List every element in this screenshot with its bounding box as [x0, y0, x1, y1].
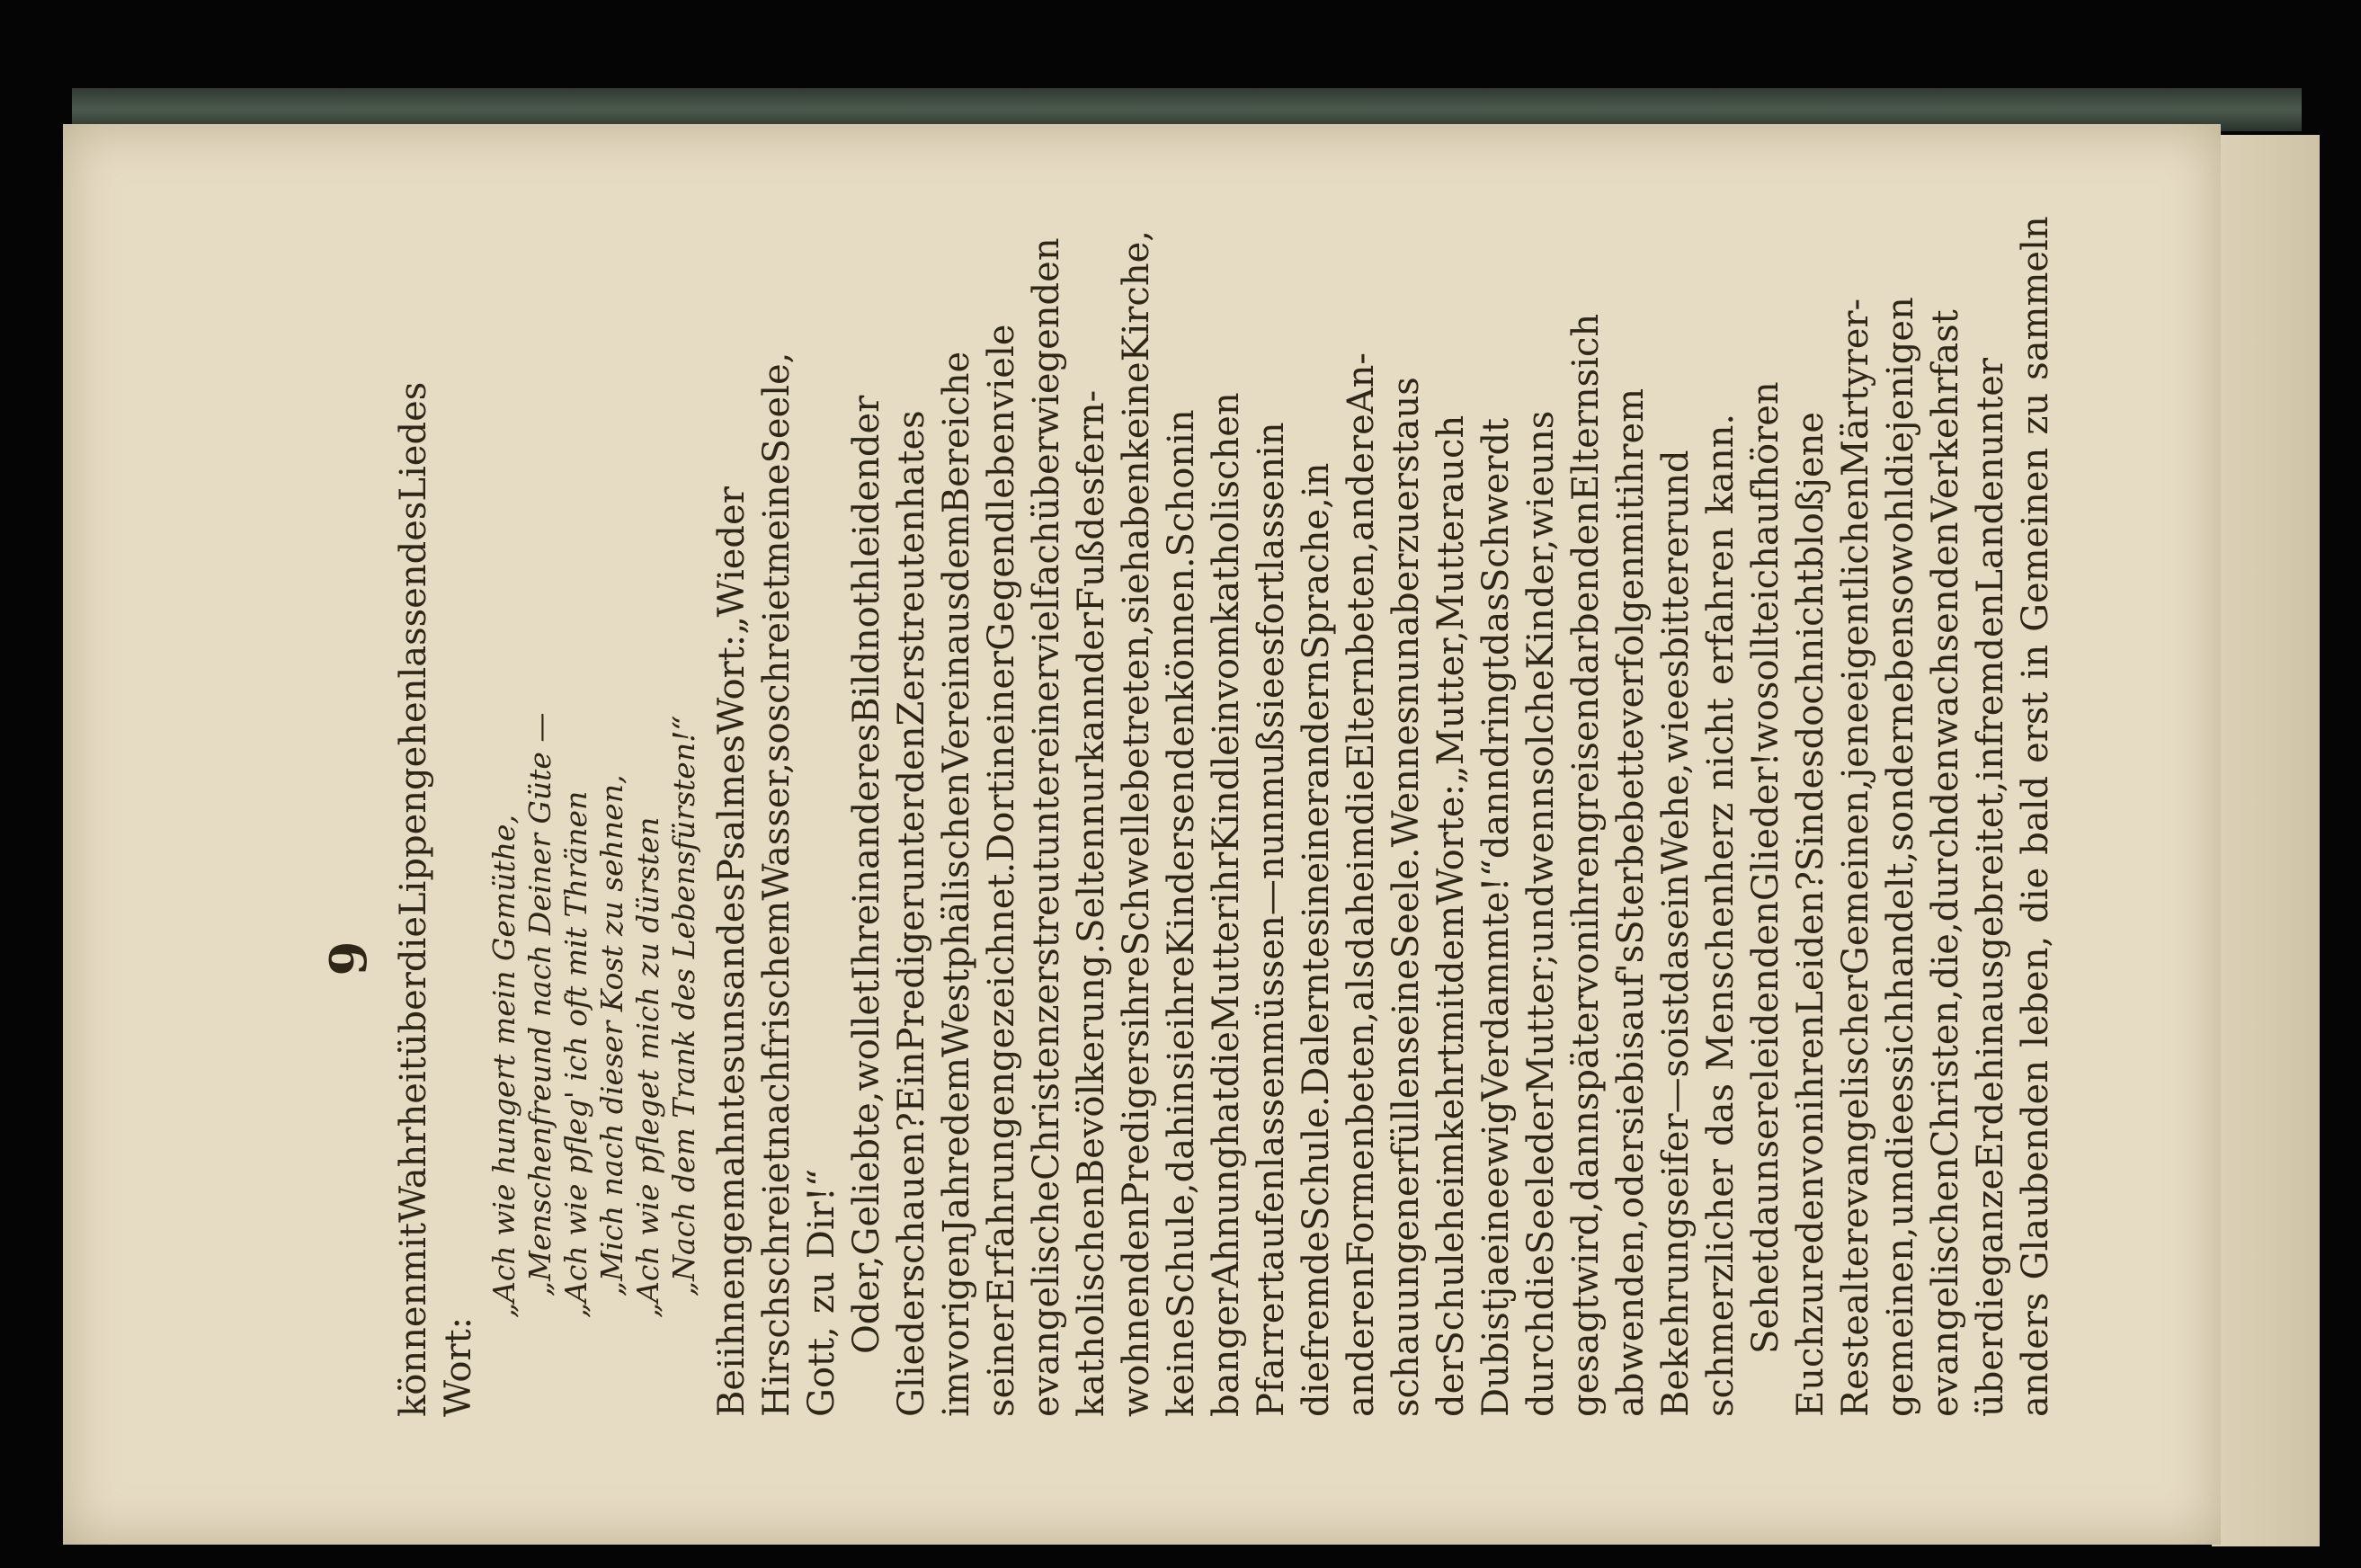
text-line: Du bist ja eine ewig Verdammte!“ dann dringt das Schwerdt: [1475, 417, 1517, 1417]
text-line: schmerzlicher das Menschenherz nicht erfahren kann.: [1700, 413, 1742, 1417]
text-line: Reste alter evangelischer Gemeinen, jene eigentlichen Märtyrer-: [1835, 298, 1876, 1417]
hymn-quote: [486, 500, 702, 1318]
text-line: evangelischen Christen, die, durch den wachsenden Verkehr fast: [1925, 309, 1966, 1417]
poem-line: „Ach wie pfleg' ich oft mit Thränen: [558, 790, 593, 1318]
text-line: Wort:: [438, 1316, 479, 1417]
text-line: Sehet da unsere leidenden Glieder! wo sollte ich aufhören: [1745, 381, 1786, 1354]
text-line: gesagt wird, dann später von ihren greisen darbenden Eltern sich: [1565, 313, 1607, 1417]
text-line: Hirsch schreiet nach frischem Wasser, so schreiet meine Seele,: [756, 352, 797, 1417]
text-line: der Schule heimkehrt mit dem Worte: „Mutter, Mutter auch: [1430, 414, 1472, 1417]
paragraph-suffering-members: [1743, 216, 2058, 1417]
poem-line: „Menschenfreund nach Deiner Güte —: [522, 712, 557, 1296]
rotated-text-block: [319, 216, 2081, 1417]
text-line: im vorigen Jahre dem Westphälischen Verein aus dem Bereiche: [936, 351, 977, 1417]
text-line: anders Glaubenden leben, die bald erst in Gemeinen zu sammeln: [2015, 216, 2056, 1417]
text-line: evangelische Christen zerstreut unter einer vielfach überwiegenden: [1026, 237, 1067, 1417]
book-page: [63, 124, 2221, 1545]
text-line: können mit Wahrheit über die Lippen gehen lassen des Liedes: [393, 381, 434, 1417]
text-line: Bei ihnen gemahnt es uns an des Psalmes Wort: „Wie der: [711, 486, 753, 1417]
text-line: Euch zu reden von ihren Leiden? Sind es doch nicht bloß jene: [1790, 411, 1831, 1417]
text-line: Oder, Geliebte, wollet Ihr ein anderes Bild nothleidender: [846, 395, 887, 1354]
text-line: gemeinen, um die es sich handelt, sondern eben so wohl diejenigen: [1880, 297, 1921, 1417]
poem-line: „Mich nach dieser Kost zu sehnen,: [594, 774, 629, 1296]
text-line: banger Ahnung hat die Mutter ihr Kindlein vom katholischen: [1206, 392, 1247, 1417]
text-line: anderen Formen beten, als daheim die Eltern beten, andere An-: [1341, 352, 1382, 1417]
poem-line: „Ach wie pfleget mich zu dürsten: [630, 816, 665, 1318]
text-line: Glieder schauen? Ein Prediger unter den Zerstreuten hat es: [891, 410, 932, 1417]
next-page-edge: [2212, 135, 2320, 1546]
page-number: 9: [319, 940, 379, 976]
poem-line: „Nach dem Trank des Lebensfürsten!“: [666, 715, 701, 1296]
text-line: Gott, zu Dir!“: [801, 1168, 842, 1417]
opening-lines: [391, 381, 481, 1417]
text-line: durch die Seele der Mutter; und wenn solche Kinder, wie uns: [1520, 410, 1562, 1417]
text-line: Bekehrungseifer — so ist das ein Wehe, wie es bitterer und: [1655, 450, 1697, 1417]
text-line: die fremde Schule. Da lernt es in einer andern Sprache, in: [1296, 462, 1337, 1417]
text-line: Pfarrer taufen lassen müssen — nun muß sie es fortlassen in: [1251, 422, 1292, 1417]
paragraph-psalm: [709, 352, 844, 1417]
text-line: keine Schule, dahin sie ihre Kinder senden können. Schon in: [1161, 409, 1202, 1417]
text-line: schauungen erfüllen seine Seele. Wenn es nun aber zuerst aus: [1385, 377, 1427, 1417]
text-line: über die ganze Erde hin ausgebreitet, in fremden Landen unter: [1970, 357, 2011, 1417]
text-line: abwenden, oder sie bis auf's Sterbebette verfolgen mit ihrem: [1610, 388, 1652, 1417]
text-line: seiner Erfahrungen gezeichnet. Dort in einer Gegend leben viele: [981, 324, 1022, 1417]
text-line: wohnenden Predigers ihre Schwelle betreten, sie haben keine Kirche,: [1116, 230, 1157, 1417]
paragraph-other-image: [844, 230, 1743, 1417]
text-line: katholischen Bevölkerung. Selten nur kann der Fuß des fern-: [1071, 389, 1112, 1417]
poem-line: „Ach wie hungert mein Gemüthe,: [486, 814, 521, 1318]
